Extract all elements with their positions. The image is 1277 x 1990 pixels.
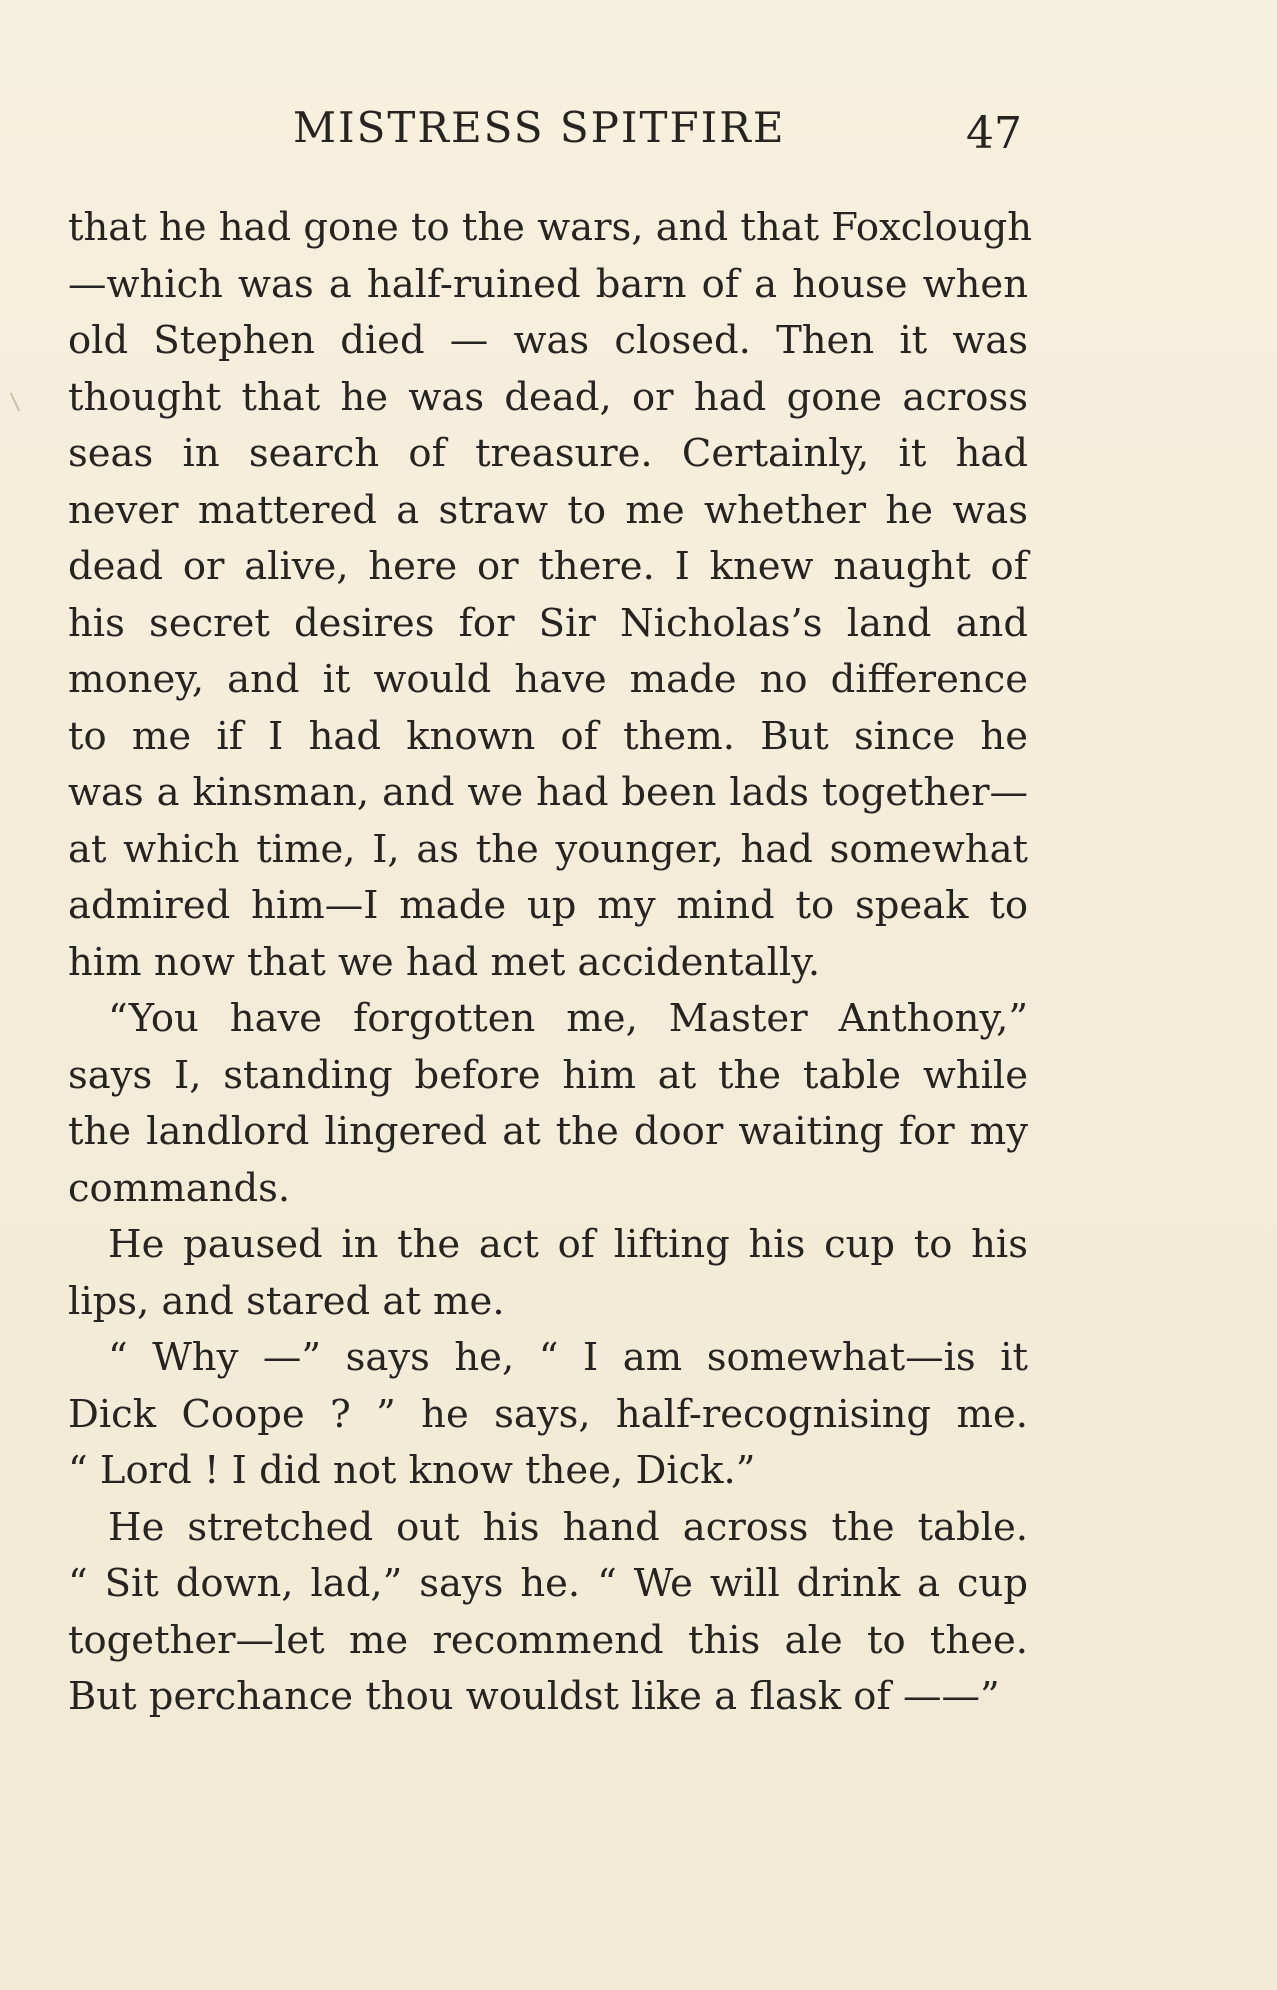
text-line: lips, and stared at me. [68, 1278, 505, 1324]
text-line: —which was a half-ruined barn of a house when [68, 261, 1028, 307]
running-head [0, 98, 1277, 158]
running-head-title: MISTRESS SPITFIRE [293, 103, 786, 152]
text-line: never mattered a straw to me whether he was [68, 487, 1028, 533]
text-line: old Stephen died — was closed. Then it was [68, 318, 1028, 363]
text-line: He paused in the act of lifting his cup to his [108, 1222, 1028, 1267]
text-line: thought that he was dead, or had gone across [68, 374, 1028, 420]
text-line: “ Sit down, lad,” says he. “ We will drink a cup [68, 1561, 1028, 1606]
text-line: says I, standing before him at the table while [68, 1052, 1028, 1098]
text-line: was a kinsman, and we had been lads together— [68, 770, 1028, 815]
text-line: seas in search of treasure. Certainly, it had [68, 431, 1028, 476]
text-line: “You have forgotten me, Master Anthony,” [108, 996, 1028, 1041]
text-line: money, and it would have made no difference [68, 657, 1028, 702]
text-line: him now that we had met accidentally. [68, 939, 821, 985]
text-line: dead or alive, here or there. I knew naught of [68, 544, 1028, 589]
text-line: admired him—I made up my mind to speak to [68, 883, 1028, 928]
text-line: together—let me recommend this ale to thee. [68, 1617, 1028, 1663]
text-line: at which time, I, as the younger, had somewhat [68, 826, 1028, 872]
text-line: his secret desires for Sir Nicholas’s land and [68, 600, 1028, 646]
text-line: to me if I had known of them. But since he [68, 713, 1028, 759]
text-line: But perchance thou wouldst like a flask of ——” [68, 1674, 1000, 1719]
text-line: “ Lord ! I did not know thee, Dick.” [68, 1448, 756, 1493]
text-line: He stretched out his hand across the table. [108, 1504, 1028, 1550]
text-line: the landlord lingered at the door waiting for my [68, 1109, 1028, 1154]
text-line: Dick Coope ? ” he says, half-recognising me. [68, 1391, 1028, 1437]
body-text [68, 200, 1033, 1726]
page-number: 47 [966, 108, 1022, 159]
text-line: that he had gone to the wars, and that Foxclough [68, 205, 1033, 250]
margin-mark [10, 393, 20, 412]
text-line: “ Why —” says he, “ I am somewhat—is it [108, 1335, 1028, 1380]
text-line: commands. [68, 1165, 291, 1211]
